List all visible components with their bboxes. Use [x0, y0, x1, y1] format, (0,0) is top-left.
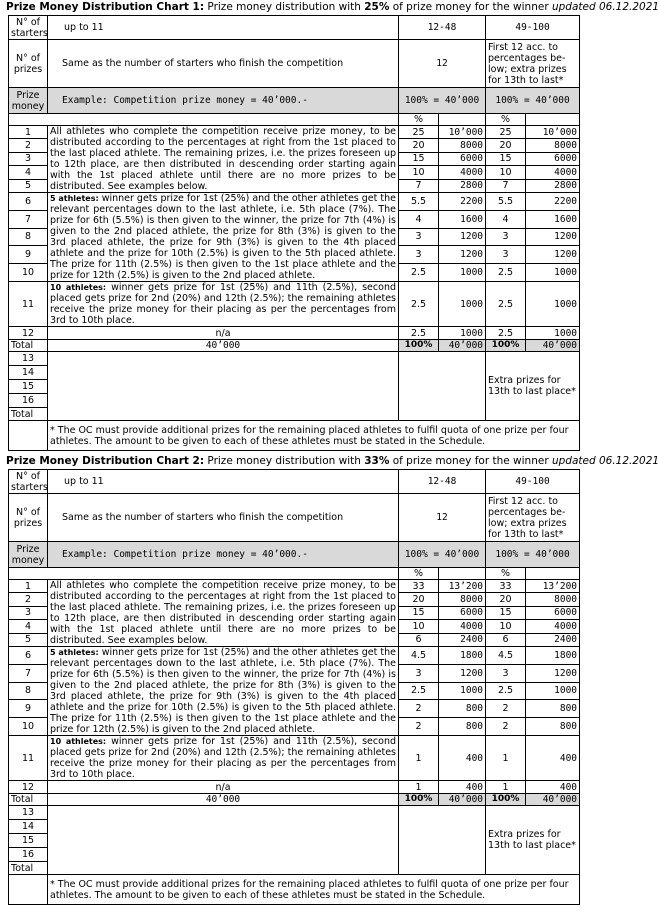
- amount-mid: 8000: [439, 593, 486, 606]
- table-row: [9, 126, 580, 139]
- place-number: 5: [9, 633, 48, 646]
- pct-mid: 1: [399, 781, 439, 794]
- pct-mid: 2: [399, 700, 439, 718]
- amount-mid: 400: [439, 781, 486, 794]
- desc-10-label: 10 athletes:: [50, 737, 107, 746]
- total-pct-right: 100%: [486, 340, 526, 352]
- total-value: 40’000: [48, 794, 399, 806]
- col-header-49-100: 49-100: [486, 470, 580, 494]
- col-header-49-100: 49-100: [486, 16, 580, 40]
- chart-title-label: Prize Money Distribution Chart 2: [6, 455, 200, 467]
- amount-right: 1200: [526, 246, 580, 264]
- desc-10-text: winner gets prize for 1st (25%) and 11th (2.5%), second placed gets prize for 2nd (20%) and 12th (2.5%); the remaining athletes receive the prize money for their placing as per the percentages from 3rd to 10th place.: [50, 282, 396, 326]
- amount-right: 6000: [526, 606, 580, 619]
- amount-right: 800: [526, 700, 580, 718]
- prizes-label: N° of prizes: [9, 40, 48, 88]
- amount-mid: 800: [439, 718, 486, 736]
- prizes-right: First 12 acc. to percentages be-low; extra prizes for 13th to last*: [486, 494, 580, 542]
- pct-mid: 6: [399, 633, 439, 646]
- desc-5-text: winner gets prize for 1st (25%) and the other athletes get the relevant percentages down to the last athlete, i.e. 5th place (7%). The prize for 6th (5.5%) is then given to the winner, the prize for 7th (4%) is given to the 2nd placed athlete, the prize for 8th (3%) is given to the 3rd placed athlete, the prize for 9th (3%) is given to the 4th placed athlete and the prize for 10th (2.5%) is given to the 5th placed athlete. The prize for 11th (2.5%) is then given to the 1st place athlete and the prize for 12th (2.5%) is given to the 2nd placed athlete.: [50, 193, 396, 281]
- amount-mid: 1000: [439, 682, 486, 700]
- amount-mid: 800: [439, 700, 486, 718]
- pct-right: 3: [486, 664, 526, 682]
- total-label: Total: [9, 340, 48, 352]
- amount-mid: 1200: [439, 246, 486, 264]
- pct-right: 3: [486, 228, 526, 246]
- pct-right: 2: [486, 700, 526, 718]
- pct-mid: 5.5: [399, 193, 439, 211]
- amount-mid: 10’000: [439, 126, 486, 139]
- amount-mid: 1200: [439, 228, 486, 246]
- pct-right: 6: [486, 633, 526, 646]
- place-number: 9: [9, 700, 48, 718]
- pct-right: 2.5: [486, 682, 526, 700]
- pct-mid: 7: [399, 179, 439, 192]
- place-number: 4: [9, 166, 48, 179]
- pct-right: 33: [486, 580, 526, 593]
- amount-right: 800: [526, 718, 580, 736]
- amount-mid: 1600: [439, 210, 486, 228]
- pct-right: 15: [486, 606, 526, 619]
- total-pct-right: 100%: [486, 794, 526, 806]
- pct-right: 4.5: [486, 647, 526, 665]
- pct-mid: 10: [399, 620, 439, 633]
- place-number: 3: [9, 152, 48, 165]
- pct-header-right: %: [486, 114, 526, 126]
- amount-right: 2400: [526, 633, 580, 646]
- amount-right: 1200: [526, 228, 580, 246]
- pct-mid: 3: [399, 246, 439, 264]
- pct-mid: 4: [399, 210, 439, 228]
- prizes-mid: 12: [399, 40, 486, 88]
- pct-header-mid: %: [399, 114, 439, 126]
- pct-mid: 20: [399, 139, 439, 152]
- chart-title-tail: of prize money for the winner: [392, 455, 549, 467]
- amount-mid: 1800: [439, 647, 486, 665]
- footnote: * The OC must provide additional prizes for the remaining placed athletes to fulfil quota of one prize per four athletes. The amount to be given to each of these athletes must be stated in the Schedule.: [48, 875, 580, 905]
- prizes-value: Same as the number of starters who finish the competition: [48, 40, 399, 88]
- pct-mid: 15: [399, 606, 439, 619]
- amount-mid: 13’200: [439, 580, 486, 593]
- amount-right: 1000: [526, 264, 580, 282]
- money-example: Example: Competition prize money = 40’000.-: [48, 542, 399, 568]
- place-number: 2: [9, 139, 48, 152]
- place-number: 8: [9, 682, 48, 700]
- pct-right: 25: [486, 126, 526, 139]
- total-right: 40’000: [526, 794, 580, 806]
- chart-title-mid: Prize money distribution with: [207, 1, 361, 13]
- total-row: [9, 794, 580, 806]
- starters-label: N° of starters: [9, 470, 48, 494]
- na-cell: n/a: [48, 781, 399, 794]
- total-mid: 40’000: [439, 340, 486, 352]
- amount-right: 1800: [526, 647, 580, 665]
- prizes-value: Same as the number of starters who finish the competition: [48, 494, 399, 542]
- pct-mid: 2.5: [399, 282, 439, 327]
- amount-mid: 2800: [439, 179, 486, 192]
- extra-total-label: Total: [9, 862, 48, 875]
- total-right: 40’000: [526, 340, 580, 352]
- chart-title-label: Prize Money Distribution Chart 1: [6, 1, 200, 13]
- col-header-12-48: 12-48: [399, 470, 486, 494]
- prizes-label: N° of prizes: [9, 494, 48, 542]
- amount-right: 400: [526, 736, 580, 781]
- table-row: [9, 647, 580, 665]
- money-example: Example: Competition prize money = 40’000.-: [48, 88, 399, 114]
- amount-right: 1200: [526, 664, 580, 682]
- extra-row: [9, 352, 580, 366]
- amount-right: 1000: [526, 682, 580, 700]
- description-10-athletes: [48, 736, 399, 781]
- chart-title-mid: Prize money distribution with: [207, 455, 361, 467]
- pct-mid: 3: [399, 228, 439, 246]
- starters-label: N° of starters: [9, 16, 48, 40]
- desc-5-label: 5 athletes:: [50, 648, 99, 657]
- pct-mid: 2.5: [399, 264, 439, 282]
- pct-mid: 3: [399, 664, 439, 682]
- extra-prizes-note: Extra prizes for 13th to last place*: [486, 352, 580, 421]
- amount-right: 1000: [526, 327, 580, 340]
- amount-right: 1000: [526, 282, 580, 327]
- pct-mid: 25: [399, 126, 439, 139]
- amount-mid: 2400: [439, 633, 486, 646]
- footnote: * The OC must provide additional prizes for the remaining placed athletes to fulfil quota of one prize per four athletes. The amount to be given to each of these athletes must be stated in the Schedule.: [48, 421, 580, 451]
- pct-right: 5.5: [486, 193, 526, 211]
- place-number: 2: [9, 593, 48, 606]
- place-number: 13: [9, 806, 48, 820]
- pct-right: 20: [486, 139, 526, 152]
- place-number: 10: [9, 264, 48, 282]
- table-row: [9, 736, 580, 781]
- pct-right: 10: [486, 620, 526, 633]
- place-number: 1: [9, 580, 48, 593]
- amount-mid: 2200: [439, 193, 486, 211]
- prize-chart-1: [6, 0, 659, 451]
- place-number: 9: [9, 246, 48, 264]
- amount-right: 6000: [526, 152, 580, 165]
- col-header-12-48: 12-48: [399, 16, 486, 40]
- na-cell: n/a: [48, 327, 399, 340]
- amount-right: 4000: [526, 166, 580, 179]
- amount-mid: 4000: [439, 166, 486, 179]
- pct-right: 2: [486, 718, 526, 736]
- description-main: All athletes who complete the competition receive prize money, to be distributed according to the percentages at right from the 1st placed to the last placed athlete. The remaining prizes, i.e. the prizes foreseen up to 12th place, are then distributed in descending order starting again with the 1st placed athlete until there are no more prizes to be distributed. See examples below.: [48, 580, 399, 647]
- amount-mid: 1200: [439, 664, 486, 682]
- pct-mid: 4.5: [399, 647, 439, 665]
- amount-mid: 1000: [439, 282, 486, 327]
- place-number: 1: [9, 126, 48, 139]
- amount-right: 10’000: [526, 126, 580, 139]
- amount-right: 2200: [526, 193, 580, 211]
- prizes-right: First 12 acc. to percentages be-low; extra prizes for 13th to last*: [486, 40, 580, 88]
- money-right: 100% = 40’000: [486, 542, 580, 568]
- chart-title-pct: 33%: [364, 455, 390, 467]
- amount-right: 8000: [526, 593, 580, 606]
- money-label: Prize money: [9, 542, 48, 568]
- chart-title-tail: of prize money for the winner: [392, 1, 549, 13]
- table-row: [9, 580, 580, 593]
- total-pct-mid: 100%: [399, 794, 439, 806]
- description-10-athletes: [48, 282, 399, 327]
- desc-5-text: winner gets prize for 1st (25%) and the other athletes get the relevant percentages down to the last athlete, i.e. 5th place (7%). The prize for 6th (5.5%) is then given to the winner, the prize for 7th (4%) is given to the 2nd placed athlete, the prize for 8th (3%) is given to the 3rd placed athlete, the prize for 9th (3%) is given to the 4th placed athlete and the prize for 10th (2.5%) is given to the 5th placed athlete. The prize for 11th (2.5%) is then given to the 1st place athlete and the prize for 12th (2.5%) is given to the 2nd placed athlete.: [50, 647, 396, 735]
- chart-title: Prize Money Distribution Chart 2: Prize money distribution with 33% of prize money for the winner updated 06.12.2021: [6, 455, 659, 467]
- description-5-athletes: [48, 193, 399, 282]
- amount-mid: 400: [439, 736, 486, 781]
- pct-mid: 2.5: [399, 327, 439, 340]
- prize-table: [8, 469, 580, 905]
- money-right: 100% = 40’000: [486, 88, 580, 114]
- place-number: 12: [9, 327, 48, 340]
- amount-right: 1600: [526, 210, 580, 228]
- amount-right: 8000: [526, 139, 580, 152]
- pct-right: 2.5: [486, 282, 526, 327]
- place-number: 10: [9, 718, 48, 736]
- place-number: 15: [9, 834, 48, 848]
- chart-title-pct: 25%: [364, 1, 390, 13]
- pct-right: 4: [486, 210, 526, 228]
- chart-updated: updated 06.12.2021: [551, 455, 659, 467]
- description-main: All athletes who complete the competition receive prize money, to be distributed according to the percentages at right from the 1st placed to the last placed athlete. The remaining prizes, i.e. the prizes foreseen up to 12th place, are then distributed in descending order starting again with the 1st placed athlete until there are no more prizes to be distributed. See examples below.: [48, 126, 399, 193]
- place-number: 6: [9, 647, 48, 665]
- place-number: 5: [9, 179, 48, 192]
- table-row: [9, 193, 580, 211]
- chart-updated: updated 06.12.2021: [551, 1, 659, 13]
- table-row: [9, 282, 580, 327]
- place-number: 11: [9, 736, 48, 781]
- starters-value: up to 11: [48, 16, 399, 40]
- pct-mid: 1: [399, 736, 439, 781]
- amount-right: 2800: [526, 179, 580, 192]
- description-5-athletes: [48, 647, 399, 736]
- place-number: 4: [9, 620, 48, 633]
- total-label: Total: [9, 794, 48, 806]
- desc-10-text: winner gets prize for 1st (25%) and 11th (2.5%), second placed gets prize for 2nd (20%) and 12th (2.5%); the remaining athletes receive the prize money for their placing as per the percentages from 3rd to 10th place.: [50, 736, 396, 780]
- money-label: Prize money: [9, 88, 48, 114]
- place-number: 7: [9, 664, 48, 682]
- amount-mid: 6000: [439, 606, 486, 619]
- extra-row: [9, 806, 580, 820]
- total-pct-mid: 100%: [399, 340, 439, 352]
- money-mid: 100% = 40’000: [399, 88, 486, 114]
- place-number: 14: [9, 366, 48, 380]
- pct-right: 15: [486, 152, 526, 165]
- amount-right: 4000: [526, 620, 580, 633]
- pct-right: 2.5: [486, 327, 526, 340]
- place-number: 16: [9, 848, 48, 862]
- pct-right: 3: [486, 246, 526, 264]
- amount-right: 400: [526, 781, 580, 794]
- place-number: 16: [9, 394, 48, 408]
- pct-mid: 15: [399, 152, 439, 165]
- amount-mid: 1000: [439, 264, 486, 282]
- total-row: [9, 340, 580, 352]
- pct-right: 20: [486, 593, 526, 606]
- place-number: 14: [9, 820, 48, 834]
- pct-header-right: %: [486, 568, 526, 580]
- pct-right: 10: [486, 166, 526, 179]
- desc-10-label: 10 athletes:: [50, 283, 107, 292]
- pct-right: 1: [486, 781, 526, 794]
- amount-mid: 8000: [439, 139, 486, 152]
- extra-prizes-note: Extra prizes for 13th to last place*: [486, 806, 580, 875]
- pct-mid: 10: [399, 166, 439, 179]
- pct-right: 2.5: [486, 264, 526, 282]
- prize-table: [8, 15, 580, 451]
- place-number: 12: [9, 781, 48, 794]
- desc-5-label: 5 athletes:: [50, 194, 99, 203]
- total-mid: 40’000: [439, 794, 486, 806]
- amount-right: 13’200: [526, 580, 580, 593]
- place-number: 11: [9, 282, 48, 327]
- amount-mid: 1000: [439, 327, 486, 340]
- prizes-mid: 12: [399, 494, 486, 542]
- pct-mid: 33: [399, 580, 439, 593]
- place-number: 8: [9, 228, 48, 246]
- place-number: 6: [9, 193, 48, 211]
- place-number: 7: [9, 210, 48, 228]
- money-mid: 100% = 40’000: [399, 542, 486, 568]
- pct-mid: 2: [399, 718, 439, 736]
- pct-header-mid: %: [399, 568, 439, 580]
- place-number: 15: [9, 380, 48, 394]
- pct-right: 1: [486, 736, 526, 781]
- table-row: [9, 781, 580, 794]
- place-number: 13: [9, 352, 48, 366]
- extra-total-label: Total: [9, 408, 48, 421]
- chart-title: Prize Money Distribution Chart 1: Prize money distribution with 25% of prize money for the winner updated 06.12.2021: [6, 1, 659, 13]
- amount-mid: 6000: [439, 152, 486, 165]
- pct-right: 7: [486, 179, 526, 192]
- place-number: 3: [9, 606, 48, 619]
- pct-mid: 2.5: [399, 682, 439, 700]
- prize-chart-2: [6, 454, 659, 905]
- table-row: [9, 327, 580, 340]
- total-value: 40’000: [48, 340, 399, 352]
- pct-mid: 20: [399, 593, 439, 606]
- amount-mid: 4000: [439, 620, 486, 633]
- starters-value: up to 11: [48, 470, 399, 494]
